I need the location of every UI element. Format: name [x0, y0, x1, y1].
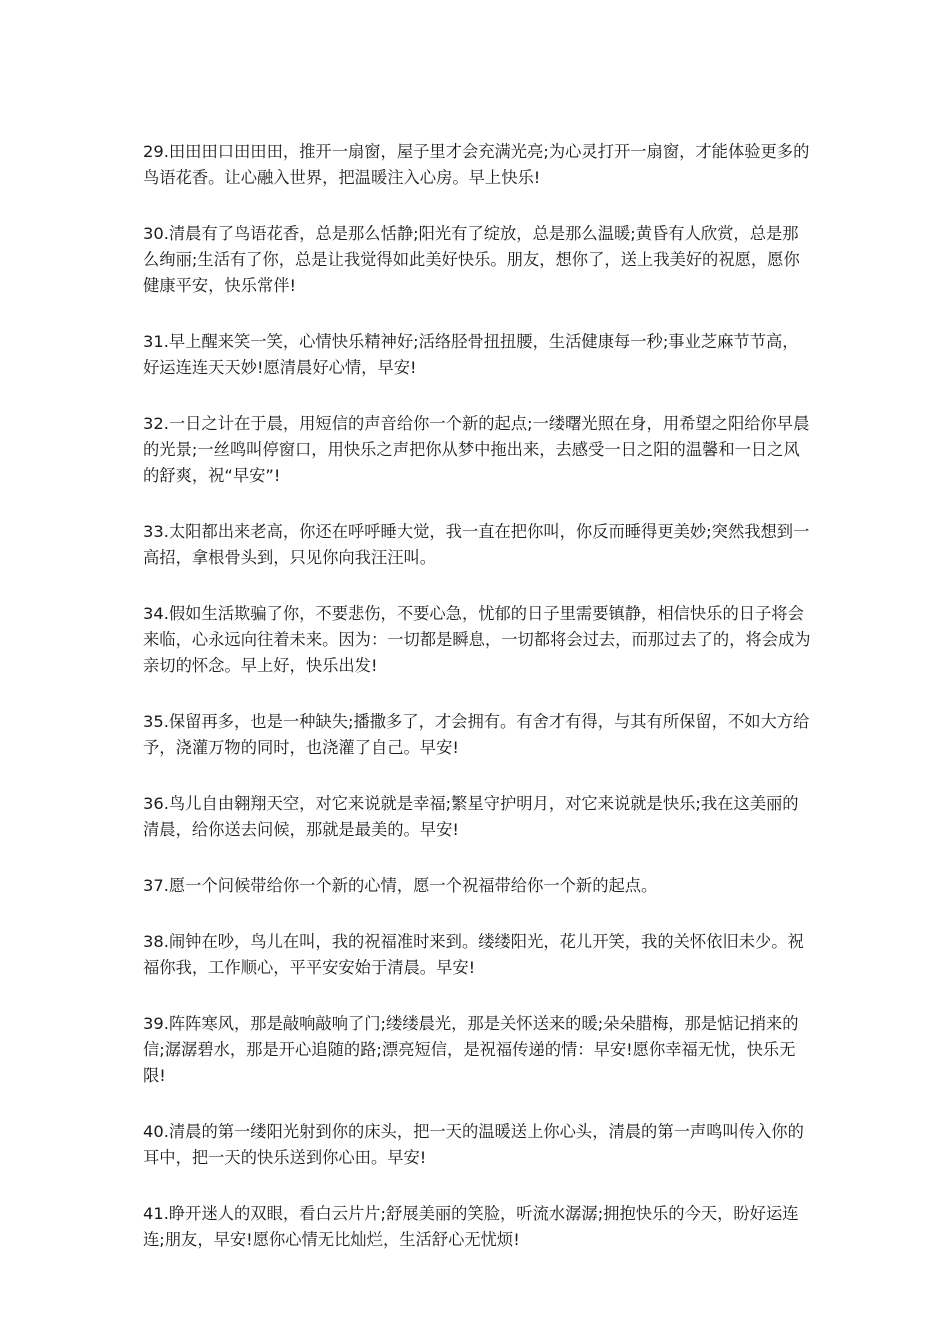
paragraph-31: 31.早上醒来笑一笑，心情快乐精神好;活络胫骨扭扭腰，生活健康每一秒;事业芝麻节节高，好运连连天天妙!愿清晨好心情，早安! [143, 332, 799, 377]
paragraph-29: 29.田田田口田田田，推开一扇窗，屋子里才会充满光亮;为心灵打开一扇窗，才能体验更多的鸟语花香。让心融入世界，把温暖注入心房。早上快乐! [143, 142, 810, 187]
paragraph-36: 36.鸟儿自由翱翔天空，对它来说就是幸福;繁星守护明月，对它来说就是快乐;我在这美丽的清晨，给你送去问候，那就是最美的。早安! [143, 794, 799, 839]
paragraph-30: 30.清晨有了鸟语花香，总是那么恬静;阳光有了绽放，总是那么温暖;黄昏有人欣赏，总是那么绚丽;生活有了你，总是让我觉得如此美好快乐。朋友，想你了，送上我美好的祝愿，愿你健康平安，快乐常伴! [143, 224, 800, 295]
document-body [143, 139, 811, 1283]
paragraph-37: 37.愿一个问候带给你一个新的心情，愿一个祝福带给你一个新的起点。 [143, 876, 658, 895]
paragraph-33: 33.太阳都出来老高，你还在呼呼睡大觉，我一直在把你叫，你反而睡得更美妙;突然我想到一高招，拿根骨头到，只见你向我汪汪叫。 [143, 522, 810, 567]
paragraph-40: 40.清晨的第一缕阳光射到你的床头，把一天的温暖送上你心头，清晨的第一声鸣叫传入你的耳中，把一天的快乐送到你心田。早安! [143, 1122, 804, 1167]
paragraph-38: 38.闹钟在吵，鸟儿在叫，我的祝福准时来到。缕缕阳光，花儿开笑，我的关怀依旧未少。祝福你我，工作顺心，平平安安始于清晨。早安! [143, 932, 804, 977]
paragraph-35: 35.保留再多，也是一种缺失;播撒多了，才会拥有。有舍才有得，与其有所保留，不如大方给予，浇灌万物的同时，也浇灌了自己。早安! [143, 712, 810, 757]
paragraph-32: 32.一日之计在于晨，用短信的声音给你一个新的起点;一缕曙光照在身，用希望之阳给你早晨的光景;一丝鸣叫停窗口，用快乐之声把你从梦中拖出来，去感受一日之阳的温馨和一日之风的舒爽，祝“早安”! [143, 414, 810, 485]
paragraph-34: 34.假如生活欺骗了你，不要悲伤，不要心急，忧郁的日子里需要镇静，相信快乐的日子将会来临，心永远向往着未来。因为：一切都是瞬息，一切都将会过去，而那过去了的，将会成为亲切的怀念。早上好，快乐出发! [143, 604, 811, 675]
paragraph-39: 39.阵阵寒风，那是敲响敲响了门;缕缕晨光，那是关怀送来的暖;朵朵腊梅，那是惦记捎来的信;潺潺碧水，那是开心追随的路;漂亮短信，是祝福传递的情：早安!愿你幸福无忧，快乐无限! [143, 1014, 799, 1085]
paragraph-41: 41.睁开迷人的双眼，看白云片片;舒展美丽的笑脸，听流水潺潺;拥抱快乐的今天，盼好运连连;朋友，早安!愿你心情无比灿烂，生活舒心无忧烦! [143, 1204, 799, 1249]
